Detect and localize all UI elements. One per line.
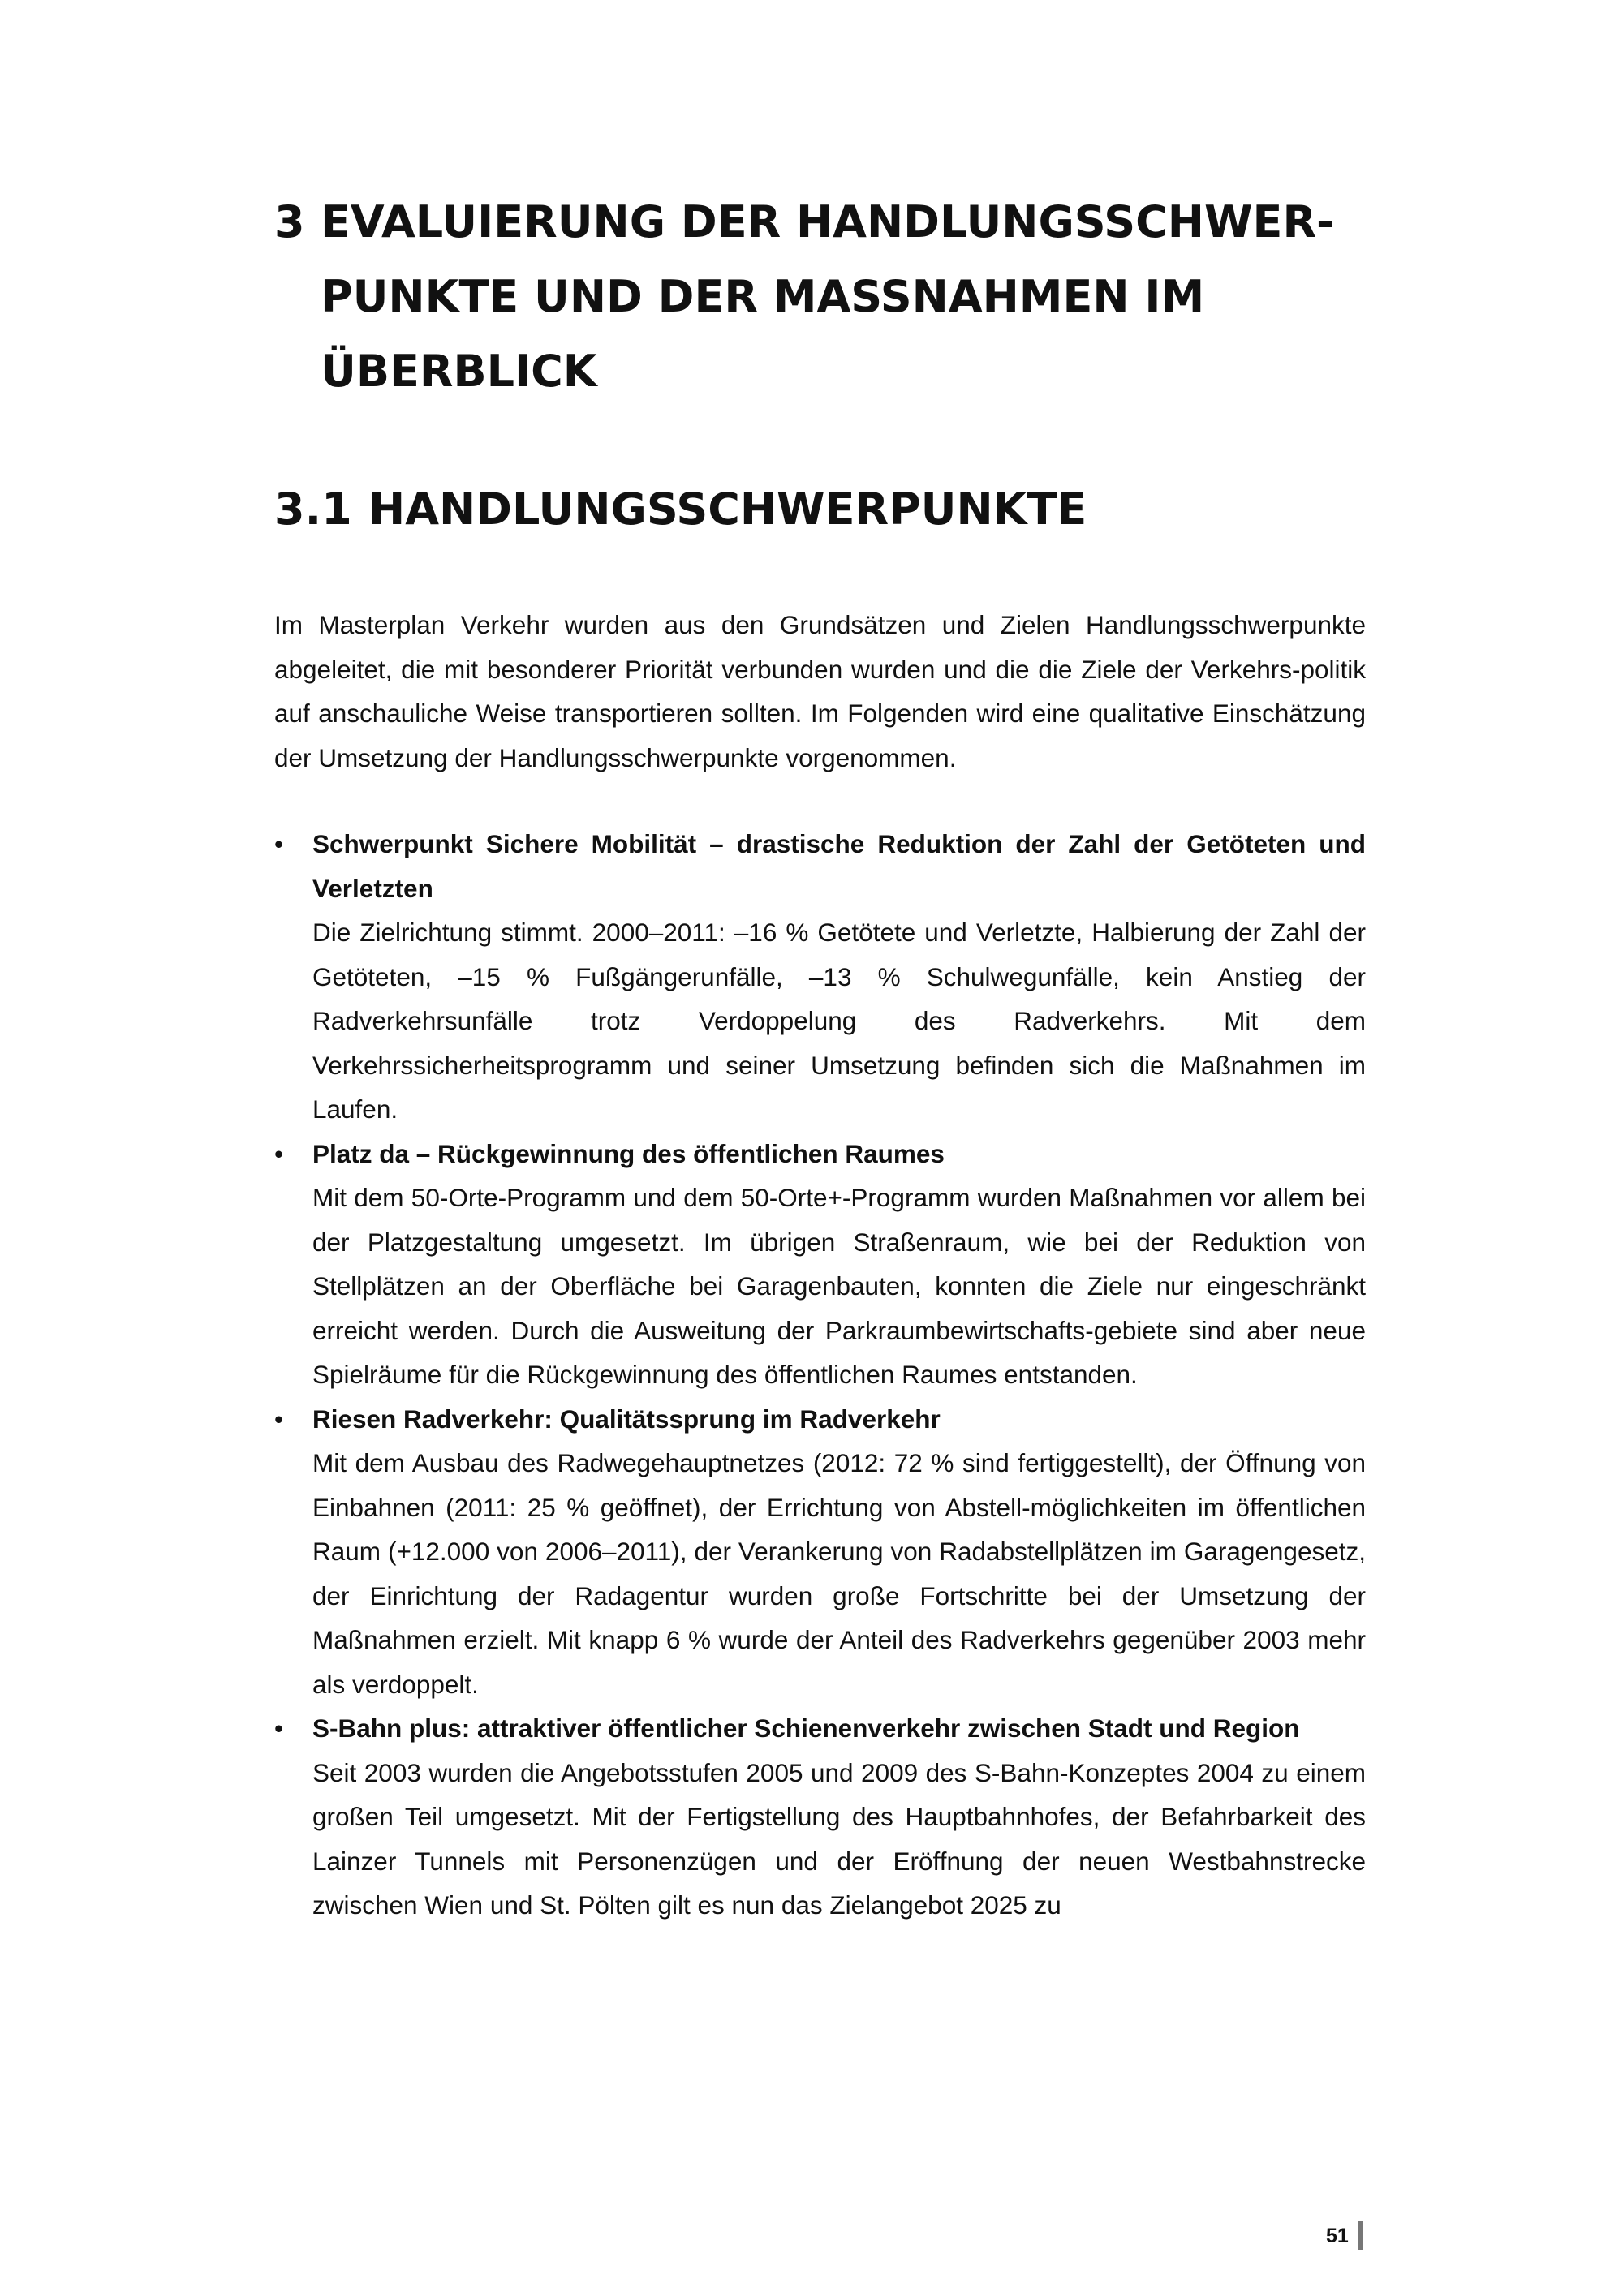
bullet-item bbox=[274, 1706, 1366, 1928]
bullet-item bbox=[274, 1132, 1366, 1397]
bullet-dot: • bbox=[274, 1713, 284, 1743]
bullet-dot: • bbox=[274, 829, 284, 858]
bullet-dot: • bbox=[274, 1404, 284, 1434]
bullet-title: S-Bahn plus: attraktiver öffentlicher Schienenverkehr zwischen Stadt und Region bbox=[312, 1713, 1300, 1743]
bullet-title: Riesen Radverkehr: Qualitätssprung im Radverkehr bbox=[312, 1404, 941, 1434]
bullet-body: Die Zielrichtung stimmt. 2000–2011: –16 % Getötete und Verletzte, Halbierung der Zahl der Getöteten, –15 % Fußgängerunfälle, –13 % Schulwegunfälle, kein Anstieg der Radverkehrsunfälle trotz Verdoppelung des Radverkehrs. Mit dem Verkehrssicherheitsprogramm und seiner Umsetzung befinden sich die Maßnahmen im Laufen. bbox=[312, 918, 1366, 1124]
bullet-list bbox=[274, 822, 1366, 1928]
section-heading bbox=[274, 477, 1394, 542]
chapter-heading bbox=[274, 185, 1394, 409]
bullet-title: Platz da – Rückgewinnung des öffentlichen Raumes bbox=[312, 1138, 945, 1168]
page-number: 51 bbox=[1326, 2225, 1349, 2247]
section-number: 3.1 bbox=[274, 484, 352, 535]
intro-paragraph: Im Masterplan Verkehr wurden aus den Grundsätzen und Zielen Handlungsschwerpunkte abgeleitet, die mit besonderer Priorität verbunden wurden und die die Ziele der Verkehrs-politik auf anschauliche Weise transportieren sollten. Im Folgenden wird eine qualitative Einschätzung der Umsetzung der Handlungsschwerpunkte vorgenommen. bbox=[274, 610, 1366, 772]
page-number-bar bbox=[1358, 2221, 1363, 2250]
bullet-item bbox=[274, 1397, 1366, 1707]
chapter-title: EVALUIERUNG DER HANDLUNGSSCHWER-PUNKTE UND DER MASSNAHMEN IM ÜBERBLICK bbox=[321, 196, 1335, 397]
bullet-body: Seit 2003 wurden die Angebotsstufen 2005 und 2009 des S-Bahn-Konzeptes 2004 zu einem großen Teil umgesetzt. Mit der Fertigstellung des Hauptbahnhofes, der Befahrbarkeit des Lainzer Tunnels mit Personenzügen und der Eröffnung der neuen Westbahnstrecke zwischen Wien und St. Pölten gilt es nun das Zielangebot 2025 zu bbox=[312, 1757, 1366, 1920]
bullet-dot: • bbox=[274, 1138, 284, 1168]
bullet-body: Mit dem 50-Orte-Programm und dem 50-Orte+-Programm wurden Maßnahmen vor allem bei der Platzgestaltung umgesetzt. Im übrigen Straßenraum, wie bei der Reduktion von Stellplätzen an der Oberfläche bei Garagenbauten, konnten die Ziele nur eingeschränkt erreicht werden. Durch die Ausweitung der Parkraumbewirtschafts-gebiete sind aber neue Spielräume für die Rückgewinnung des öffentlichen Raumes entstanden. bbox=[312, 1183, 1366, 1389]
section-title: HANDLUNGSSCHWERPUNKTE bbox=[368, 484, 1087, 535]
bullet-body: Mit dem Ausbau des Radwegehauptnetzes (2012: 72 % sind fertiggestellt), der Öffnung von Einbahnen (2011: 25 % geöffnet), der Errichtung von Abstell-möglichkeiten im öffentlichen Raum (+12.000 von 2006–2011), der Verankerung von Radabstellplätzen im Garagengesetz, der Einrichtung der Radagentur wurden große Fortschritte bei der Umsetzung der Maßnahmen erzielt. Mit knapp 6 % wurde der Anteil des Radverkehrs gegenüber 2003 mehr als verdoppelt. bbox=[312, 1448, 1366, 1699]
chapter-number: 3 bbox=[274, 196, 305, 247]
bullet-item bbox=[274, 822, 1366, 1132]
bullet-title: Schwerpunkt Sichere Mobilität – drastische Reduktion der Zahl der Getöteten und Verletzten bbox=[312, 829, 1366, 903]
